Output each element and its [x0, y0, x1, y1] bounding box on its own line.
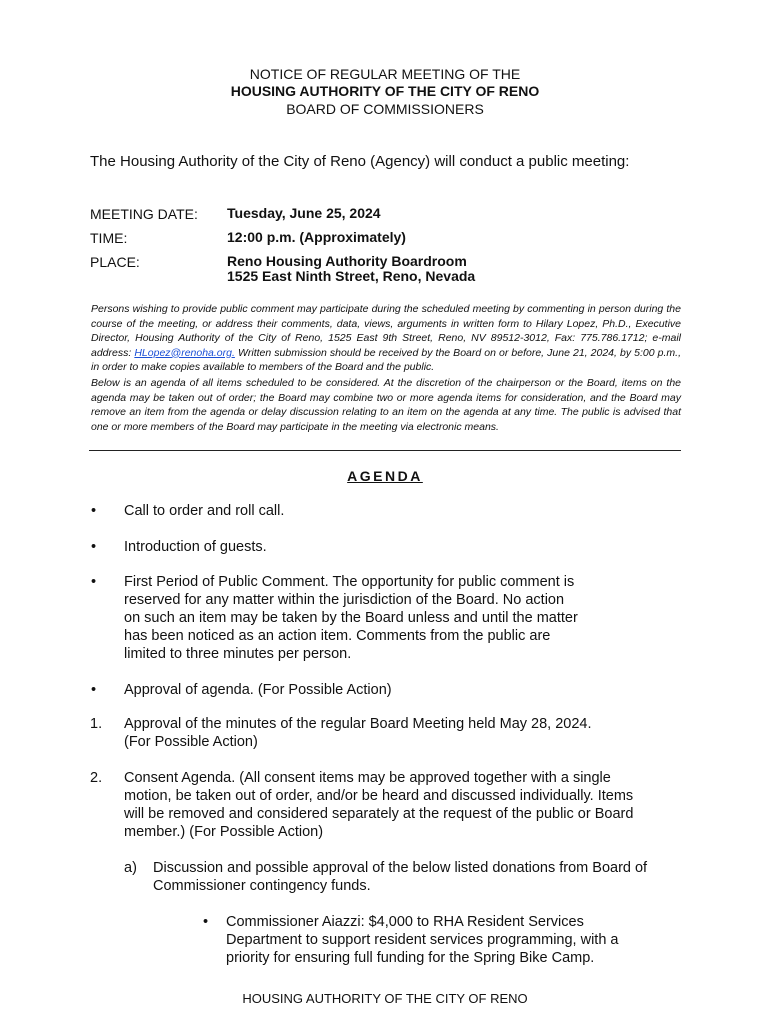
bullet: •	[91, 574, 97, 590]
meeting-time-value: 12:00 p.m. (Approximately)	[227, 229, 406, 245]
header-line-1: NOTICE OF REGULAR MEETING OF THE	[249, 66, 521, 82]
agenda-item-2: Consent Agenda. (All consent items may be approved together with a single motion, be taken out of order, and/or be heard and discussed individually. Items will be removed and considered separately at the request of the public or Board member.) (For Possible Action)	[124, 770, 634, 840]
meeting-time-label: TIME:	[90, 230, 128, 246]
meeting-place-value-2: 1525 East Ninth Street, Reno, Nevada	[227, 268, 476, 284]
divider	[89, 450, 681, 451]
meeting-date-label: MEETING DATE:	[90, 206, 198, 222]
agenda-item-approval: Approval of agenda. (For Possible Action)	[124, 682, 392, 698]
meeting-date-value: Tuesday, June 25, 2024	[227, 205, 381, 221]
donation-item-aiazzi: Commissioner Aiazzi: $4,000 to RHA Resident Services Department to support resident services programming, with a priority for ensuring full funding for the Spring Bike Camp.	[226, 914, 619, 966]
email-link[interactable]: HLopez@renoha.org.	[134, 346, 235, 359]
notice-text-start: Persons wishing to provide public comment may participate during the scheduled meeting by commenting in person during the course of the meeting, or address their comments, data, views, arguments in written form to Hilary Lopez, Ph.D., Executive Director, Housing Authority of the City of Reno, 1525 East 9th Street, Reno, NV 89512-3012, Fax: 775.786.1712; e-mail address:	[91, 303, 681, 359]
notice-text-end: Written submission should be received by the Board on or before, June 21, 2024, by 5:00 p.m., in order to make copies available to members of the Board and the public.	[91, 346, 681, 373]
agenda-item-1: Approval of the minutes of the regular Board Meeting held May 28, 2024. (For Possible Action)	[124, 716, 592, 750]
agenda-notice: Below is an agenda of all items scheduled to be considered. At the discretion of the chairperson or the Board, items on the agenda may be taken out of order; the Board may combine two or more agenda items for consideration, and the Board may remove an item from the agenda or delay discussion relating to an item on the agenda at any time. The public is advised that one or more members of the Board may participate in the meeting via electronic means.	[91, 377, 681, 433]
intro-text: The Housing Authority of the City of Reno (Agency) will conduct a public meeting:	[90, 153, 630, 170]
bullet: •	[91, 539, 97, 555]
sub-item-a: Discussion and possible approval of the below listed donations from Board of Commissioner contingency funds.	[153, 860, 648, 894]
header-title: HOUSING AUTHORITY OF THE CITY OF RENO	[230, 83, 540, 99]
meeting-place-label: PLACE:	[90, 254, 140, 270]
bullet: •	[91, 682, 97, 698]
agenda-title: AGENDA	[347, 468, 423, 484]
agenda-item-call-to-order: Call to order and roll call.	[124, 503, 285, 519]
sub-item-marker-a: a)	[124, 860, 137, 876]
meeting-place-value-1: Reno Housing Authority Boardroom	[227, 253, 467, 269]
public-comment-notice	[91, 302, 681, 375]
agenda-item-guests: Introduction of guests.	[124, 539, 267, 555]
header-line-3: BOARD OF COMMISSIONERS	[286, 101, 484, 117]
footer: HOUSING AUTHORITY OF THE CITY OF RENO	[242, 991, 528, 1006]
item-number-1: 1.	[90, 716, 103, 732]
agenda-item-public-comment: First Period of Public Comment. The opportunity for public comment is reserved for any matter within the jurisdiction of the Board. No action on such an item may be taken by the Board unless and until the matter has been noticed as an action item. Comments from the public are limited to three minutes per person.	[124, 574, 578, 662]
item-number-2: 2.	[90, 770, 103, 786]
bullet: •	[91, 503, 97, 519]
bullet: •	[203, 914, 209, 930]
